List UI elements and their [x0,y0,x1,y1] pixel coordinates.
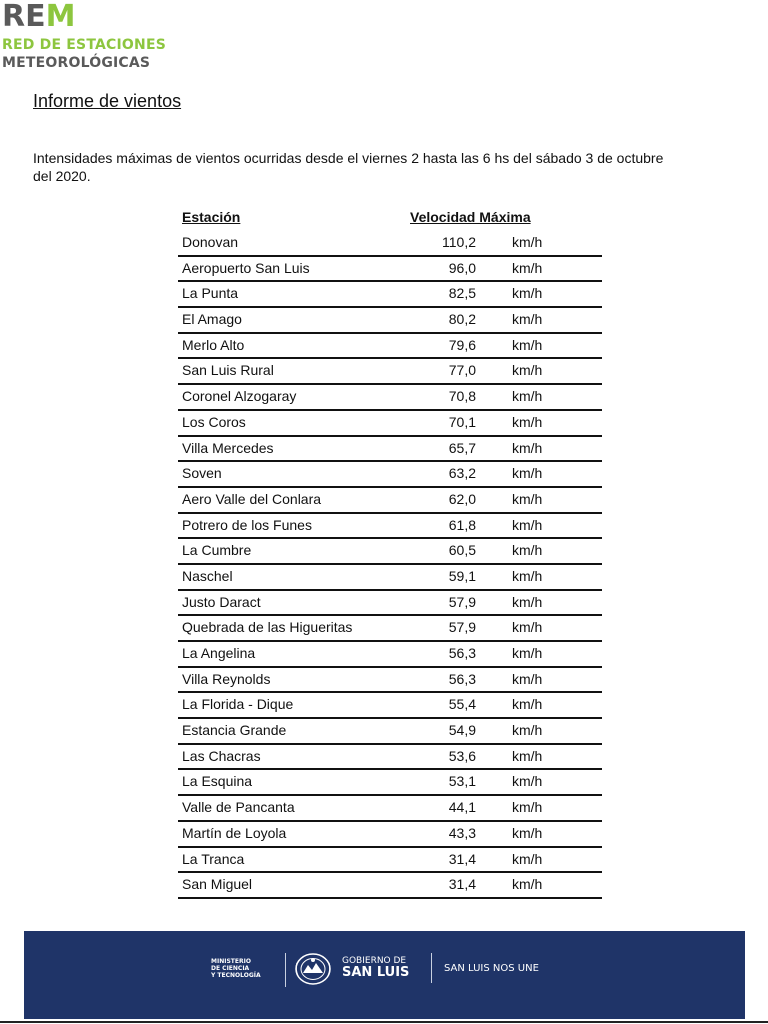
table-row [178,822,602,848]
max-speed-value: 80,2 [448,311,476,328]
table-row [178,539,602,565]
table-row [178,591,602,617]
san-luis-label: SAN LUIS [342,965,410,980]
speed-unit: km/h [512,413,543,430]
station-name: Naschel [182,567,233,584]
max-speed-value: 61,8 [448,516,476,533]
table-row [178,616,602,642]
table-row [178,642,602,668]
station-name: Donovan [182,234,239,250]
table-row [178,770,602,796]
table-row [178,693,602,719]
ministerio-label: MINISTERIO DE CIENCIA Y TECNOLOGÍA [211,958,261,979]
station-name: El Amago [182,311,242,328]
table-row [178,411,602,437]
speed-unit: km/h [512,259,543,276]
speed-unit: km/h [512,311,543,328]
station-name: Soven [182,465,222,482]
station-name: Aeropuerto San Luis [182,259,310,276]
table-row [178,796,602,822]
speed-unit: km/h [512,336,543,353]
max-speed-value: 79,6 [448,336,476,353]
max-speed-value: 77,0 [448,362,476,379]
speed-unit: km/h [512,876,543,893]
max-speed-value: 31,4 [448,876,476,893]
max-speed-value: 43,3 [448,824,476,841]
table-row [178,488,602,514]
station-name: La Florida - Dique [182,696,294,713]
speed-unit: km/h [512,542,543,559]
slogan: SAN LUIS NOS UNE [444,963,539,974]
footer-divider [285,953,286,987]
station-name: Justo Daract [182,593,261,610]
station-name: Villa Reynolds [182,670,271,687]
table-row [178,565,602,591]
page-bottom-border [0,1021,768,1023]
speed-unit: km/h [512,388,543,405]
speed-unit: km/h [512,285,543,302]
max-speed-value: 70,1 [448,413,476,430]
max-speed-value: 57,9 [448,619,476,636]
table-row [178,308,602,334]
station-name: Merlo Alto [182,336,245,353]
speed-unit: km/h [512,234,543,250]
station-name: San Luis Rural [182,362,274,379]
max-speed-value: 110,2 [442,234,476,250]
station-name: San Miguel [182,876,253,893]
table-row [178,231,602,257]
max-speed-value: 31,4 [448,850,476,867]
station-name: Valle de Pancanta [182,799,295,816]
station-name: Martín de Loyola [182,824,287,841]
rem-logo-wordmark [2,2,166,32]
max-speed-value: 63,2 [448,465,476,482]
rem-logo [2,2,166,72]
max-speed-value: 96,0 [448,259,476,276]
speed-unit: km/h [512,850,543,867]
max-speed-value: 57,9 [448,593,476,610]
table-row [178,282,602,308]
speed-unit: km/h [512,696,543,713]
table-row [178,873,602,899]
table-row [178,359,602,385]
speed-unit: km/h [512,567,543,584]
max-speed-value: 44,1 [448,799,476,816]
table-row [178,514,602,540]
table-row [178,385,602,411]
gobierno-label: GOBIERNO DE [342,956,407,966]
max-speed-value: 54,9 [448,722,476,739]
rem-logo-line2: METEOROLÓGICAS [2,55,151,71]
max-speed-value: 56,3 [448,670,476,687]
speed-unit: km/h [512,670,543,687]
max-speed-value: 59,1 [448,567,476,584]
table-row [178,257,602,283]
station-name: Las Chacras [182,747,261,764]
speed-unit: km/h [512,439,543,456]
max-speed-value: 55,4 [448,696,476,713]
station-name: Villa Mercedes [182,439,274,456]
speed-unit: km/h [512,516,543,533]
station-name: Coronel Alzogaray [182,388,297,405]
station-name: La Angelina [182,645,256,661]
station-name: Estancia Grande [182,722,287,739]
max-speed-value: 60,5 [448,542,476,559]
header-station: Estación [182,209,241,225]
speed-unit: km/h [512,593,543,610]
max-speed-value: 53,1 [448,773,476,790]
max-speed-value: 70,8 [448,388,476,405]
speed-unit: km/h [512,722,543,739]
table-row [178,334,602,360]
table-row [178,437,602,463]
max-speed-value: 53,6 [448,747,476,764]
speed-unit: km/h [512,824,543,841]
table-header [178,207,602,231]
report-title: Informe de vientos [33,91,182,111]
table-row [178,668,602,694]
table-row [178,745,602,771]
station-name: Aero Valle del Conlara [182,490,322,507]
station-name: La Punta [182,285,239,302]
table-row [178,848,602,874]
station-name: Potrero de los Funes [182,516,312,533]
report-intro: Intensidades máximas de vientos ocurridas desde el viernes 2 hasta las 6 hs del sábado 3 de octubre del 2020. [33,150,664,184]
speed-unit: km/h [512,645,543,661]
station-name: Los Coros [182,413,246,430]
table-row [178,462,602,488]
speed-unit: km/h [512,465,543,482]
footer-divider [431,953,432,983]
station-name: La Esquina [182,773,253,790]
speed-unit: km/h [512,747,543,764]
footer-banner [24,931,745,1019]
table-row [178,719,602,745]
speed-unit: km/h [512,799,543,816]
station-name: La Cumbre [182,542,252,559]
rem-logo-line1: RED DE ESTACIONES [2,37,166,53]
speed-unit: km/h [512,619,543,636]
rem-logo-re: RE [2,0,46,34]
san-luis-seal-icon [293,951,333,987]
station-name: Quebrada de las Higueritas [182,619,353,636]
max-speed-value: 62,0 [448,490,476,507]
max-speed-value: 82,5 [448,285,476,302]
table-body [178,231,602,899]
max-speed-value: 56,3 [448,645,476,661]
max-speed-value: 65,7 [448,439,476,456]
speed-unit: km/h [512,490,543,507]
speed-unit: km/h [512,773,543,790]
rem-logo-m: M [45,0,76,34]
speed-unit: km/h [512,362,543,379]
wind-table [178,207,602,899]
station-name: La Tranca [182,850,245,867]
header-speed: Velocidad Máxima [410,209,531,225]
